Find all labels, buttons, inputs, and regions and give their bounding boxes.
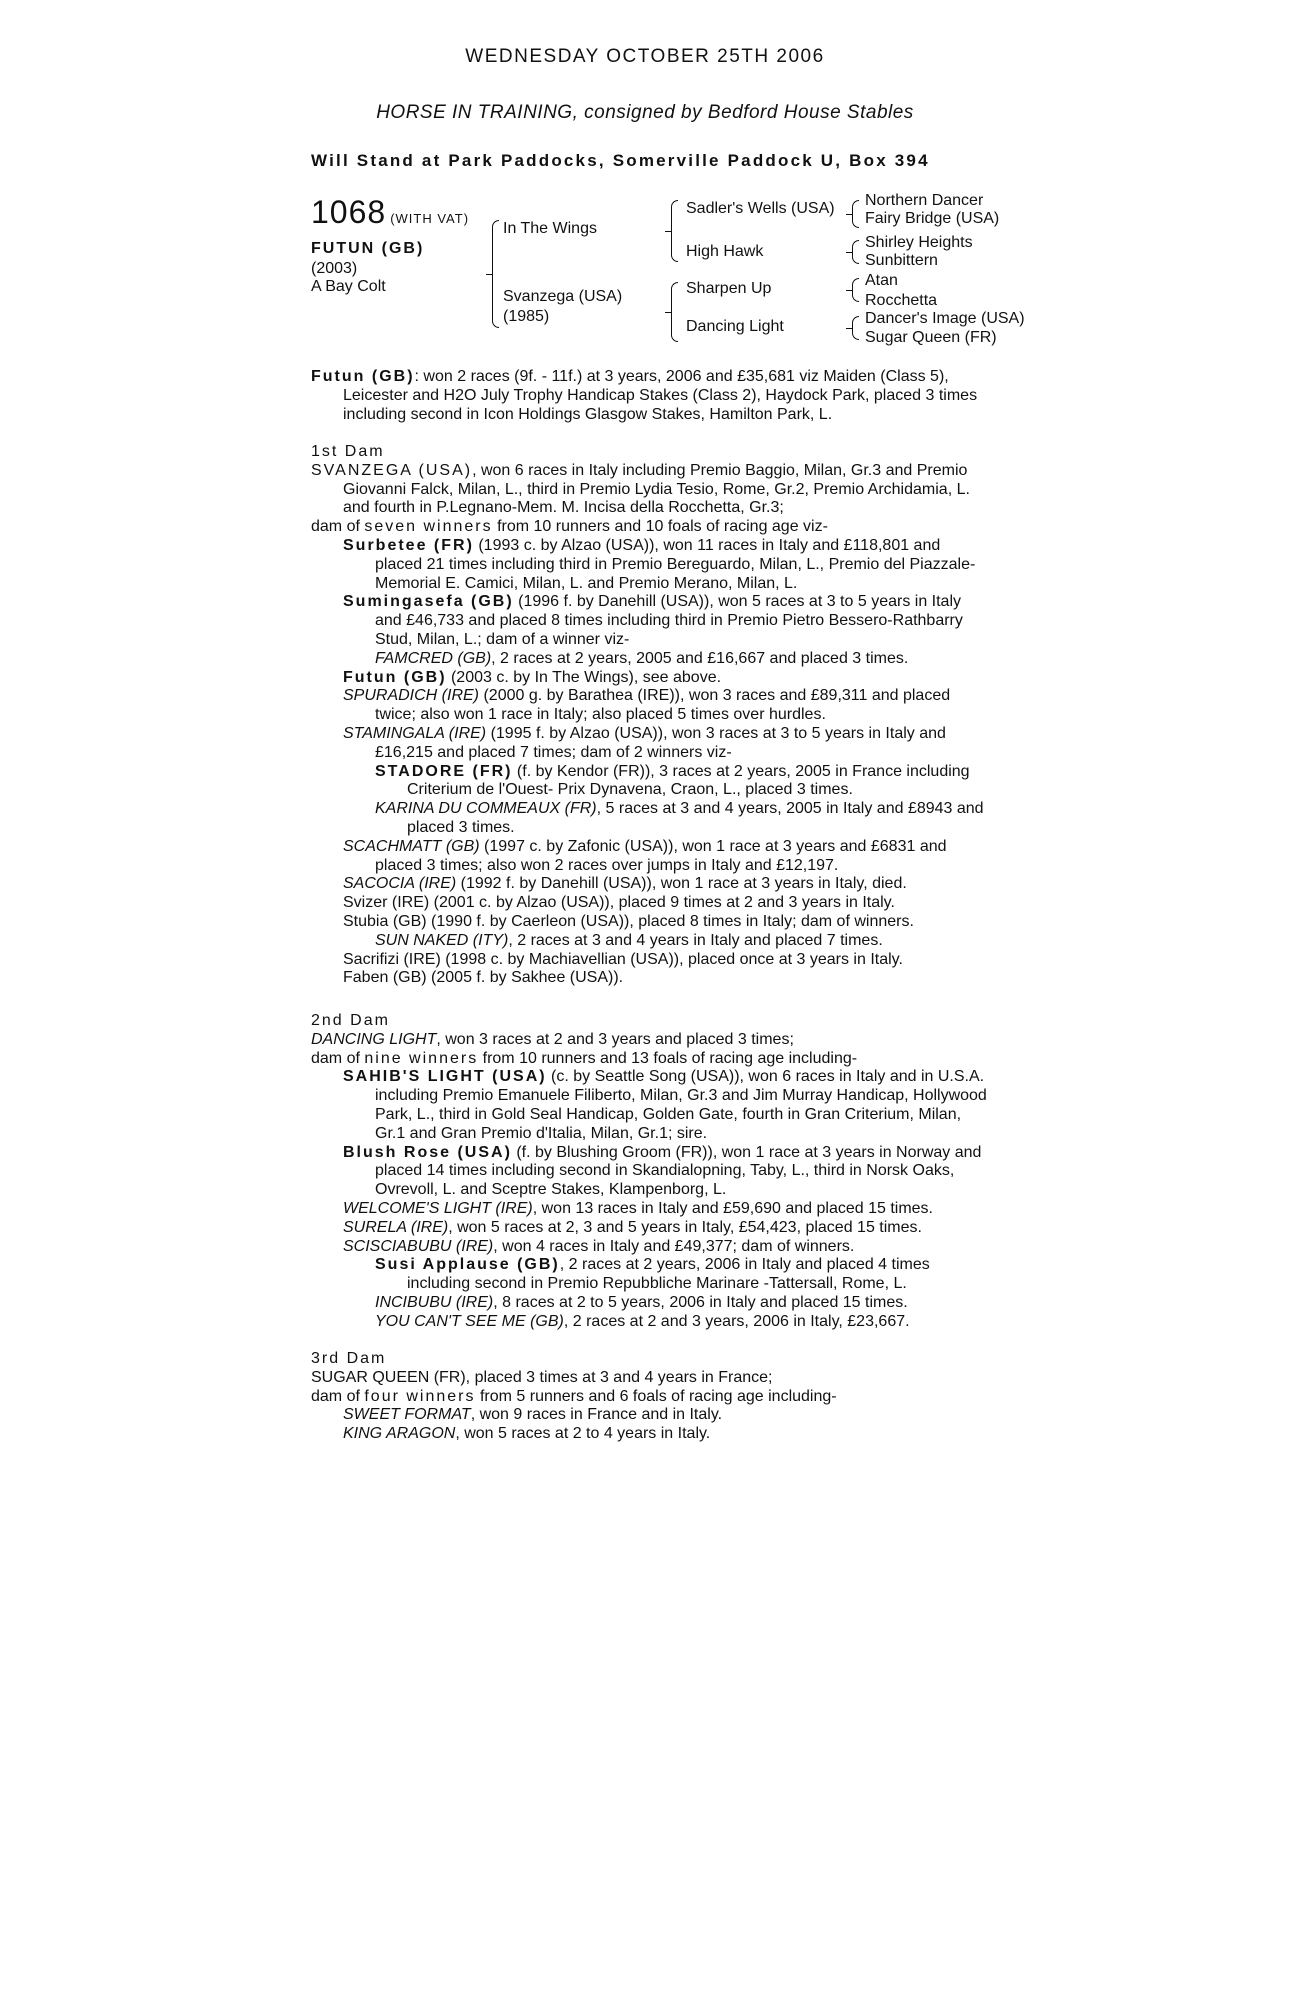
first-dam-dam-of-post: from 10 runners and 10 foals of racing age viz- xyxy=(492,518,828,536)
first-dam-section xyxy=(311,443,991,988)
first-dam-record: , won 6 races in Italy including Premio Baggio, Milan, Gr.3 and Premio Giovanni Falck, Milan, L., third in Premio Lydia Tesio, Rome, Gr.2, Premio Archidamia, L. and fourth in P.Legnano-Mem. M. Incisa della Rocchetta, Gr.3; xyxy=(343,461,970,517)
pedigree-sire: In The Wings xyxy=(503,220,597,237)
progeny-entry xyxy=(311,593,991,649)
second-dam-record: , won 3 races at 2 and 3 years and placed 3 times; xyxy=(436,1030,794,1048)
progeny-name: YOU CAN'T SEE ME (GB) xyxy=(375,1312,564,1330)
third-dam-winner-count: four winners xyxy=(364,1387,476,1405)
pedigree-gg-1: Northern Dancer xyxy=(865,192,984,209)
pedigree-dam-sire: Sharpen Up xyxy=(686,280,772,297)
progeny-entry xyxy=(311,969,991,988)
progeny-name: Futun (GB) xyxy=(343,668,447,686)
progeny-record: , 2 races at 2 years, 2005 and £16,667 and placed 3 times. xyxy=(491,649,909,667)
pedigree-gg-2: Fairy Bridge (USA) xyxy=(865,210,1000,227)
progeny-entry xyxy=(311,1425,991,1444)
pedigree-sire-dam: High Hawk xyxy=(686,243,764,260)
lot-number-block xyxy=(311,194,469,231)
vat-label: (WITH VAT) xyxy=(390,211,470,226)
pedigree-dam-year: (1985) xyxy=(503,308,550,325)
progeny-name: Susi Applause (GB) xyxy=(375,1256,560,1274)
horse-description: A Bay Colt xyxy=(311,278,386,295)
pedigree-gg-8: Sugar Queen (FR) xyxy=(865,329,997,346)
progeny-name: SACOCIA (IRE) xyxy=(343,875,457,893)
second-dam-section xyxy=(311,1012,991,1332)
brace-gg-1 xyxy=(852,200,859,228)
first-dam-progeny-list xyxy=(311,537,991,988)
progeny-record: (2003 c. by In The Wings), see above. xyxy=(446,668,722,686)
horse-year: (2003) xyxy=(311,260,358,277)
progeny-entry xyxy=(311,687,991,725)
stable-location: Will Stand at Park Paddocks, Somerville Paddock U, Box 394 xyxy=(311,151,930,170)
brace-sire-side xyxy=(671,200,678,262)
progeny-entry xyxy=(311,763,991,801)
progeny-name: SAHIB'S LIGHT (USA) xyxy=(343,1068,547,1086)
progeny-record: , 8 races at 2 to 5 years, 2006 in Italy and placed 15 times. xyxy=(493,1293,908,1311)
progeny-entry xyxy=(311,800,991,838)
pedigree-gg-6: Rocchetta xyxy=(865,292,938,309)
progeny-entry xyxy=(311,725,991,763)
progeny-entry xyxy=(311,1068,991,1143)
second-dam-progeny-list xyxy=(311,1068,991,1331)
progeny-record: , won 9 races in France and in Italy. xyxy=(470,1406,723,1424)
brace-gg-3 xyxy=(852,278,859,302)
progeny-record: (1997 c. by Zafonic (USA)), won 1 race at 3 years and £6831 and placed 3 times; also won 2 races over jumps in Italy and £12,197. xyxy=(375,837,947,874)
brace-gg-4 xyxy=(852,316,859,340)
progeny-record: (1996 f. by Danehill (USA)), won 5 races at 3 to 5 years in Italy and £46,733 and placed 8 times including third in Premio Pietro Bessero-Rathbarry Stud, Milan, L.; dam of a winner viz- xyxy=(375,593,963,648)
progeny-entry xyxy=(311,932,991,951)
progeny-entry xyxy=(311,875,991,894)
progeny-name: INCIBUBU (IRE) xyxy=(375,1293,494,1311)
horse-name: FUTUN (GB) xyxy=(311,240,425,257)
progeny-record: (1995 f. by Alzao (USA)), won 3 races at 3 to 5 years in Italy and £16,215 and placed 7 times; dam of 2 winners viz- xyxy=(375,724,946,761)
third-dam-progeny-list xyxy=(311,1406,991,1444)
brace-dam-side xyxy=(671,282,678,342)
progeny-record: (1990 f. by Caerleon (USA)), placed 8 times in Italy; dam of winners. xyxy=(426,912,914,930)
progeny-name: KARINA DU COMMEAUX (FR) xyxy=(375,800,597,818)
progeny-name: SPURADICH (IRE) xyxy=(343,687,480,705)
progeny-record: (1993 c. by Alzao (USA)), won 11 races in Italy and £118,801 and placed 21 times including third in Premio Bereguardo, Milan, L., Premio del Piazzale-Memorial E. Camici, Milan, L. and Premio Merano, Milan, L. xyxy=(375,536,976,592)
third-dam-heading: 3rd Dam xyxy=(311,1350,387,1367)
progeny-name: SCACHMATT (GB) xyxy=(343,837,480,855)
progeny-entry xyxy=(311,537,991,593)
progeny-entry xyxy=(311,1219,991,1238)
progeny-record: , won 5 races at 2 to 4 years in Italy. xyxy=(455,1425,711,1443)
second-dam-name: DANCING LIGHT xyxy=(311,1030,437,1048)
progeny-record: (1992 f. by Danehill (USA)), won 1 race at 3 years in Italy, died. xyxy=(456,875,907,893)
progeny-record: , 5 races at 3 and 4 years, 2005 in Italy and £8943 and placed 3 times. xyxy=(407,800,984,836)
progeny-entry xyxy=(311,951,991,970)
third-dam-record: , placed 3 times at 3 and 4 years in France; xyxy=(465,1368,773,1386)
progeny-entry xyxy=(311,1200,991,1219)
progeny-name: STADORE (FR) xyxy=(375,762,513,780)
brace-gg-2 xyxy=(852,240,859,264)
progeny-record: (1998 c. by Machiavellian (USA)), placed once at 3 years in Italy. xyxy=(440,950,903,968)
progeny-entry xyxy=(311,1256,991,1294)
progeny-name: KING ARAGON xyxy=(343,1425,456,1443)
progeny-name: SWEET FORMAT xyxy=(343,1406,471,1424)
third-dam-dam-of-pre: dam of xyxy=(311,1387,365,1405)
progeny-record: (2000 g. by Barathea (IRE)), won 3 races and £89,311 and placed twice; also won 1 race in Italy; also placed 5 times over hurdles. xyxy=(375,687,951,724)
progeny-record: , 2 races at 3 and 4 years in Italy and placed 7 times. xyxy=(508,931,883,949)
second-dam-dam-of-post: from 10 runners and 13 foals of racing age including- xyxy=(478,1049,858,1067)
third-dam-dam-of-post: from 5 runners and 6 foals of racing age including- xyxy=(475,1387,837,1405)
progeny-name: Sumingasefa (GB) xyxy=(343,593,514,611)
progeny-name: WELCOME'S LIGHT (IRE) xyxy=(343,1199,533,1217)
progeny-name: Surbetee (FR) xyxy=(343,536,474,554)
progeny-entry xyxy=(311,1238,991,1257)
progeny-entry xyxy=(311,1406,991,1425)
summary-horse-name: Futun (GB) xyxy=(311,368,415,385)
progeny-entry xyxy=(311,894,991,913)
pedigree-dam: Svanzega (USA) xyxy=(503,288,623,305)
race-summary xyxy=(311,368,991,424)
progeny-record: , 2 races at 2 years, 2006 in Italy and placed 4 times including second in Premio Repubbliche Marinare -Tattersall, Rome, L. xyxy=(407,1256,930,1293)
progeny-record: (f. by Blushing Groom (FR)), won 1 race at 3 years in Norway and placed 14 times including second in Skandialopning, Taby, L., third in Norsk Oaks, Ovrevoll, L. and Sceptre Stakes, Klampenborg, L. xyxy=(375,1143,982,1199)
summary-text: : won 2 races (9f. - 11f.) at 3 years, 2006 and £35,681 viz Maiden (Class 5), Leicester and H2O July Trophy Handicap Stakes (Class 2), Haydock Park, placed 3 times including second in Icon Holdings Glasgow Stakes, Hamilton Park, L. xyxy=(343,368,978,423)
pedigree-dam-dam: Dancing Light xyxy=(686,318,784,335)
consignor-line: HORSE IN TRAINING, consigned by Bedford House Stables xyxy=(376,102,914,123)
second-dam-winner-count: nine winners xyxy=(364,1049,479,1067)
progeny-name: SUN NAKED (ITY) xyxy=(375,931,509,949)
pedigree-gg-5: Atan xyxy=(865,272,898,289)
third-dam-name: SUGAR QUEEN (FR) xyxy=(311,1368,466,1386)
second-dam-dam-of-pre: dam of xyxy=(311,1049,365,1067)
pedigree-gg-3: Shirley Heights xyxy=(865,234,973,251)
progeny-entry xyxy=(311,1144,991,1200)
progeny-record: (c. by Seattle Song (USA)), won 6 races in Italy and in U.S.A. including Premio Emanuele Filiberto, Milan, Gr.3 and Jim Murray Handicap, Hollywood Park, L., third in Gold Seal Handicap, Golden Gate, fourth in Gran Criterium, Milan, Gr.1 and Gran Premio d'Italia, Milan, Gr.1; sire. xyxy=(375,1068,987,1142)
sale-date: WEDNESDAY OCTOBER 25TH 2006 xyxy=(465,46,825,67)
third-dam-section xyxy=(311,1350,991,1444)
progeny-record: (2005 f. by Sakhee (USA)). xyxy=(426,969,624,987)
progeny-record: (2001 c. by Alzao (USA)), placed 9 times at 2 and 3 years in Italy. xyxy=(429,894,895,912)
pedigree-gg-7: Dancer's Image (USA) xyxy=(865,310,1025,327)
progeny-record: , 2 races at 2 and 3 years, 2006 in Italy, £23,667. xyxy=(563,1312,910,1330)
pedigree-sire-sire: Sadler's Wells (USA) xyxy=(686,200,835,217)
progeny-name: FAMCRED (GB) xyxy=(375,649,492,667)
progeny-name: SCISCIABUBU (IRE) xyxy=(343,1237,494,1255)
progeny-name: Blush Rose (USA) xyxy=(343,1143,512,1161)
progeny-entry xyxy=(311,913,991,932)
second-dam-heading: 2nd Dam xyxy=(311,1012,390,1029)
progeny-name: Sacrifizi (IRE) xyxy=(343,950,441,968)
progeny-entry xyxy=(311,1294,991,1313)
progeny-name: STAMINGALA (IRE) xyxy=(343,724,487,742)
progeny-name: Faben (GB) xyxy=(343,969,427,987)
first-dam-dam-of-pre: dam of xyxy=(311,518,365,536)
progeny-name: SURELA (IRE) xyxy=(343,1218,449,1236)
progeny-entry xyxy=(311,1313,991,1332)
pedigree-gg-4: Sunbittern xyxy=(865,252,938,269)
progeny-entry xyxy=(311,669,991,688)
progeny-entry xyxy=(311,838,991,876)
progeny-record: (f. by Kendor (FR)), 3 races at 2 years, 2005 in France including Criterium de l'Ouest- Prix Dynavena, Craon, L., placed 3 times. xyxy=(407,762,970,799)
first-dam-name: SVANZEGA (USA) xyxy=(311,461,473,479)
progeny-record: , won 13 races in Italy and £59,690 and placed 15 times. xyxy=(532,1199,933,1217)
brace-generation-1 xyxy=(492,220,499,328)
first-dam-heading: 1st Dam xyxy=(311,443,385,460)
progeny-name: Svizer (IRE) xyxy=(343,894,430,912)
lot-number: 1068 xyxy=(311,194,387,230)
first-dam-winner-count: seven winners xyxy=(364,518,493,536)
progeny-name: Stubia (GB) xyxy=(343,912,427,930)
progeny-record: , won 4 races in Italy and £49,377; dam of winners. xyxy=(493,1237,855,1255)
progeny-record: , won 5 races at 2, 3 and 5 years in Italy, £54,423, placed 15 times. xyxy=(448,1218,922,1236)
progeny-entry xyxy=(311,650,991,669)
